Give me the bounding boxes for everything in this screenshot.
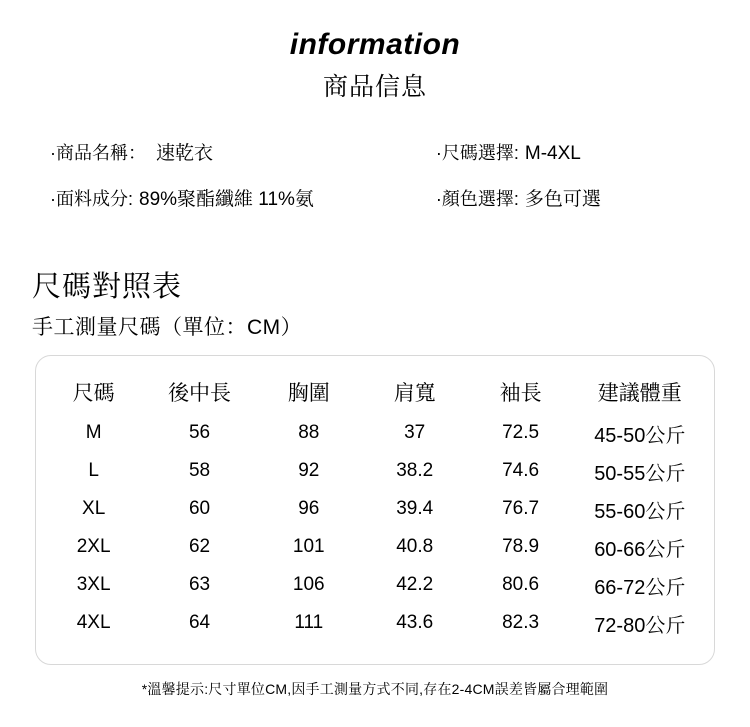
cell-back-length: 56: [188, 422, 211, 444]
cell-sleeve: 74.6: [502, 460, 540, 482]
cell-shoulder: 38.2: [396, 460, 434, 482]
cell-back-length: 63: [188, 574, 211, 596]
cell-recommended-weight: 55-60公斤: [594, 500, 686, 523]
page-header: [0, 0, 750, 103]
info-label-product-name: ·商品名稱：: [50, 142, 146, 163]
info-label-size-options: ·尺碼選擇:: [435, 142, 519, 163]
page-title-cn: 商品信息: [322, 72, 427, 101]
table-row: [44, 414, 706, 452]
size-chart-title: 尺碼對照表: [32, 271, 183, 304]
info-value-fabric-composition: 89%聚酯纖維 11%氨: [139, 189, 314, 211]
cell-shoulder: 40.8: [396, 536, 434, 558]
table-row: [44, 604, 706, 642]
column-header-shoulder: 肩寬: [393, 382, 436, 406]
cell-size: 2XL: [76, 536, 111, 558]
cell-shoulder: 39.4: [396, 498, 434, 520]
info-row-color-options: [436, 189, 706, 212]
cell-recommended-weight: 60-66公斤: [594, 538, 686, 561]
cell-size: XL: [82, 498, 106, 520]
cell-sleeve: 78.9: [502, 536, 540, 558]
cell-sleeve: 76.7: [502, 498, 540, 520]
cell-bust: 106: [292, 574, 325, 596]
product-info-right-column: [436, 143, 706, 213]
info-row-size-options: [436, 143, 706, 166]
size-chart-body: [44, 414, 706, 642]
cell-size: M: [85, 422, 102, 444]
info-row-fabric-composition: [50, 189, 436, 212]
size-chart-header-row: [44, 370, 706, 414]
cell-back-length: 64: [188, 612, 211, 634]
cell-bust: 101: [292, 536, 325, 558]
table-row: [44, 528, 706, 566]
table-row: [44, 452, 706, 490]
cell-shoulder: 37: [404, 422, 426, 444]
size-chart-table: [44, 370, 706, 642]
size-chart-heading-block: [0, 264, 750, 341]
cell-sleeve: 80.6: [502, 574, 540, 596]
cell-recommended-weight: 72-80公斤: [594, 614, 686, 637]
cell-back-length: 58: [188, 460, 211, 482]
table-row: [44, 566, 706, 604]
cell-recommended-weight: 66-72公斤: [594, 576, 686, 599]
cell-size: 4XL: [76, 612, 111, 634]
info-label-fabric-composition: ·面料成分:: [50, 189, 133, 210]
info-row-product-name: [50, 143, 436, 166]
column-header-back-length: 後中長: [168, 382, 232, 406]
measurement-disclaimer: *溫馨提示:尺寸單位CM,因手工測量方式不同,存在2-4CM誤差皆屬合理範圍: [141, 681, 609, 698]
cell-bust: 92: [298, 460, 320, 482]
cell-back-length: 60: [188, 498, 211, 520]
cell-sleeve: 82.3: [502, 612, 540, 634]
size-chart-subtitle: 手工測量尺碼（單位：CM）: [32, 316, 303, 340]
cell-recommended-weight: 50-55公斤: [594, 462, 686, 485]
cell-bust: 96: [298, 498, 320, 520]
info-value-product-name: 速乾衣: [156, 142, 214, 164]
size-chart-card: [35, 355, 715, 665]
info-value-color-options: 多色可選: [524, 189, 601, 211]
product-info-section: [0, 143, 750, 213]
page-title-en: information: [289, 28, 461, 61]
info-label-color-options: ·顏色選擇:: [435, 189, 519, 210]
cell-size: 3XL: [76, 574, 111, 596]
column-header-bust: 胸圍: [287, 382, 330, 406]
cell-sleeve: 72.5: [502, 422, 540, 444]
product-info-left-column: [50, 143, 436, 213]
info-value-size-options: M-4XL: [524, 142, 581, 164]
cell-recommended-weight: 45-50公斤: [594, 424, 686, 447]
cell-size: L: [88, 460, 99, 482]
table-row: [44, 490, 706, 528]
column-header-recommended-weight: 建議體重: [597, 382, 682, 406]
cell-shoulder: 43.6: [396, 612, 434, 634]
column-header-sleeve: 袖長: [499, 382, 542, 406]
cell-shoulder: 42.2: [396, 574, 434, 596]
column-header-size: 尺碼: [72, 382, 115, 406]
cell-bust: 111: [294, 612, 324, 634]
cell-bust: 88: [298, 422, 320, 444]
cell-back-length: 62: [188, 536, 211, 558]
